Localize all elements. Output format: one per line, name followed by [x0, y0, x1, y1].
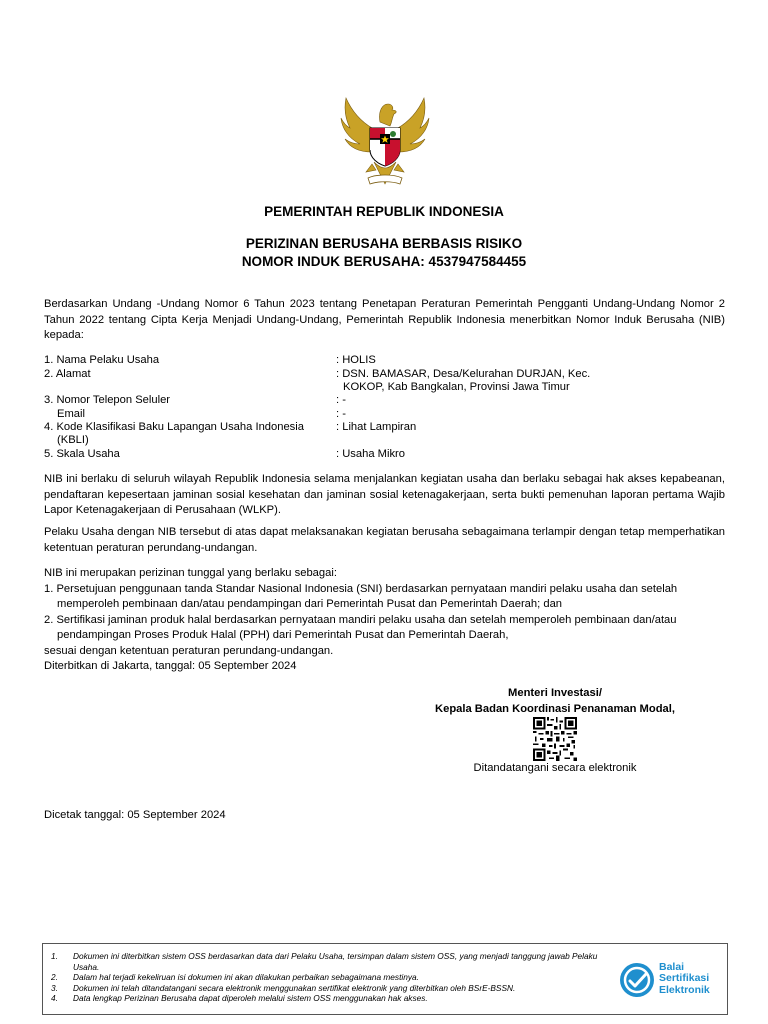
issued-date: Diterbitkan di Jakarta, tanggal: 05 September 2024 — [44, 660, 297, 672]
footnote-text: Dokumen ini diterbitkan sistem OSS berdasarkan data dari Pelaku Usaha, tersimpan dalam sistem OSS, yang menjadi tanggung jawab Pelaku Usaha. — [73, 951, 598, 972]
detail-row-scale — [44, 447, 725, 461]
footnote — [51, 983, 607, 994]
garuda-emblem-icon — [336, 92, 434, 192]
detail-label: 3. Nomor Telepon Seluler — [44, 394, 171, 406]
footnote-number: 3. — [51, 982, 58, 993]
license-lead: NIB ini merupakan perizinan tunggal yang berlaku sebagai: — [44, 567, 337, 579]
detail-row-name — [44, 353, 725, 367]
detail-value: : Usaha Mikro — [336, 447, 406, 460]
bsre-logo-line: Elektronik — [659, 983, 710, 996]
detail-value: : - — [336, 394, 346, 406]
detail-row-address — [44, 367, 725, 394]
detail-value: : DSN. BAMASAR, Desa/Kelurahan DURJAN, Kec. — [336, 367, 591, 380]
intro-paragraph: Berdasarkan Undang -Undang Nomor 6 Tahun 2023 tentang Penetapan Peraturan Pemerintah Pengganti Undang-Undang Nomor 2 Tahun 2022 tentang Cipta Kerja Menjadi Undang-Undang, Pemerintah Republik Indonesia menerbitkan Nomor Induk Berusaha (NIB) kepada: — [44, 298, 725, 341]
footnote-number: 1. — [51, 951, 58, 961]
footnote-number: 2. — [51, 972, 58, 983]
electronic-signature-note: Ditandatangani secara elektronik — [473, 762, 637, 774]
footnote — [51, 951, 607, 972]
license-paragraph — [44, 566, 725, 659]
detail-value: : Lihat Lampiran — [336, 421, 417, 433]
footnote — [51, 993, 607, 1004]
government-title: PEMERINTAH REPUBLIK INDONESIA — [264, 204, 504, 219]
bsre-seal-icon — [617, 960, 657, 1000]
document-title: PERIZINAN BERUSAHA BERBASIS RISIKO — [245, 236, 523, 251]
footnote-text: Dalam hal terjadi kekeliruan isi dokumen ini akan dilakukan perbaikan sebagaimana mestinya. — [73, 972, 419, 983]
detail-label-cont: (KBLI) — [57, 434, 89, 446]
bsre-logo-text — [659, 962, 710, 996]
footnotes — [51, 951, 607, 1004]
footnote — [51, 972, 607, 983]
detail-label: 5. Skala Usaha — [44, 447, 120, 460]
detail-value: : - — [336, 407, 346, 420]
signatory-title: Menteri Investasi/ — [508, 687, 602, 699]
validity-paragraph: NIB ini berlaku di seluruh wilayah Republik Indonesia selama menjalankan kegiatan usaha dan berlaku sebagai hak akses kepabeanan, pendaftaran kepesertaan jaminan sosial kesehatan dan jaminan sosial ketenagakerjaan, serta bukti pemenuhan laporan pertama Wajib Lapor Ketenagakerjaan di Perusahaan (WLKP). — [44, 473, 725, 516]
footnote-text: Data lengkap Perizinan Berusaha dapat diperoleh melalui sistem OSS menggunakan hak akses. — [73, 993, 428, 1004]
detail-value-cont: KOKOP, Kab Bangkalan, Provinsi Jawa Timur — [343, 380, 570, 393]
nib-number: NOMOR INDUK BERUSAHA: 4537947584455 — [241, 254, 527, 269]
registrant-details — [44, 353, 725, 460]
license-tail: sesuai dengan ketentuan peraturan perundang-undangan. — [44, 644, 334, 657]
license-item: 1. Persetujuan penggunaan tanda Standar Nasional Indonesia (SNI) berdasarkan pernyataan mandiri pelaku usaha dan setelah memperoleh pembinaan dan/atau pendampingan dari Pemerintah Pusat dan Pemerintah Daerah; dan — [44, 582, 678, 610]
bsre-logo-line: Balai — [659, 961, 685, 973]
signatory-agency: Kepala Badan Koordinasi Penanaman Modal, — [435, 703, 675, 715]
qr-code-icon — [533, 717, 577, 761]
footnote-number: 4. — [51, 993, 58, 1004]
detail-label: Email — [57, 407, 85, 420]
license-item: 2. Sertifikasi jaminan produk halal berdasarkan pernyataan mandiri pelaku usaha dan setelah memperoleh pembinaan dan/atau pendampingan Proses Produk Halal (PPH) dari Pemerintah Pusat dan Pemerintah Daerah, — [44, 613, 677, 641]
detail-label: 1. Nama Pelaku Usaha — [44, 354, 160, 366]
detail-row-phone — [44, 393, 725, 407]
footer-notes-box — [42, 943, 728, 1015]
detail-row-email — [44, 407, 725, 421]
printed-date: Dicetak tanggal: 05 September 2024 — [44, 809, 226, 821]
bsre-logo-line: Sertifikasi — [659, 972, 710, 985]
footnote-text: Dokumen ini telah ditandatangani secara elektronik menggunakan sertifikat elektronik yang diterbitkan oleh BSrE-BSSN. — [73, 982, 516, 993]
detail-value: : HOLIS — [336, 354, 376, 366]
detail-label: 4. Kode Klasifikasi Baku Lapangan Usaha Indonesia — [44, 421, 304, 433]
detail-row-kbli — [44, 420, 725, 447]
bsre-logo — [617, 960, 717, 1000]
activity-paragraph: Pelaku Usaha dengan NIB tersebut di atas dapat melaksanakan kegiatan berusaha sebagaimana terlampir dengan tetap memperhatikan ketentuan peraturan perundang-undangan. — [44, 526, 725, 554]
detail-label: 2. Alamat — [44, 367, 91, 380]
